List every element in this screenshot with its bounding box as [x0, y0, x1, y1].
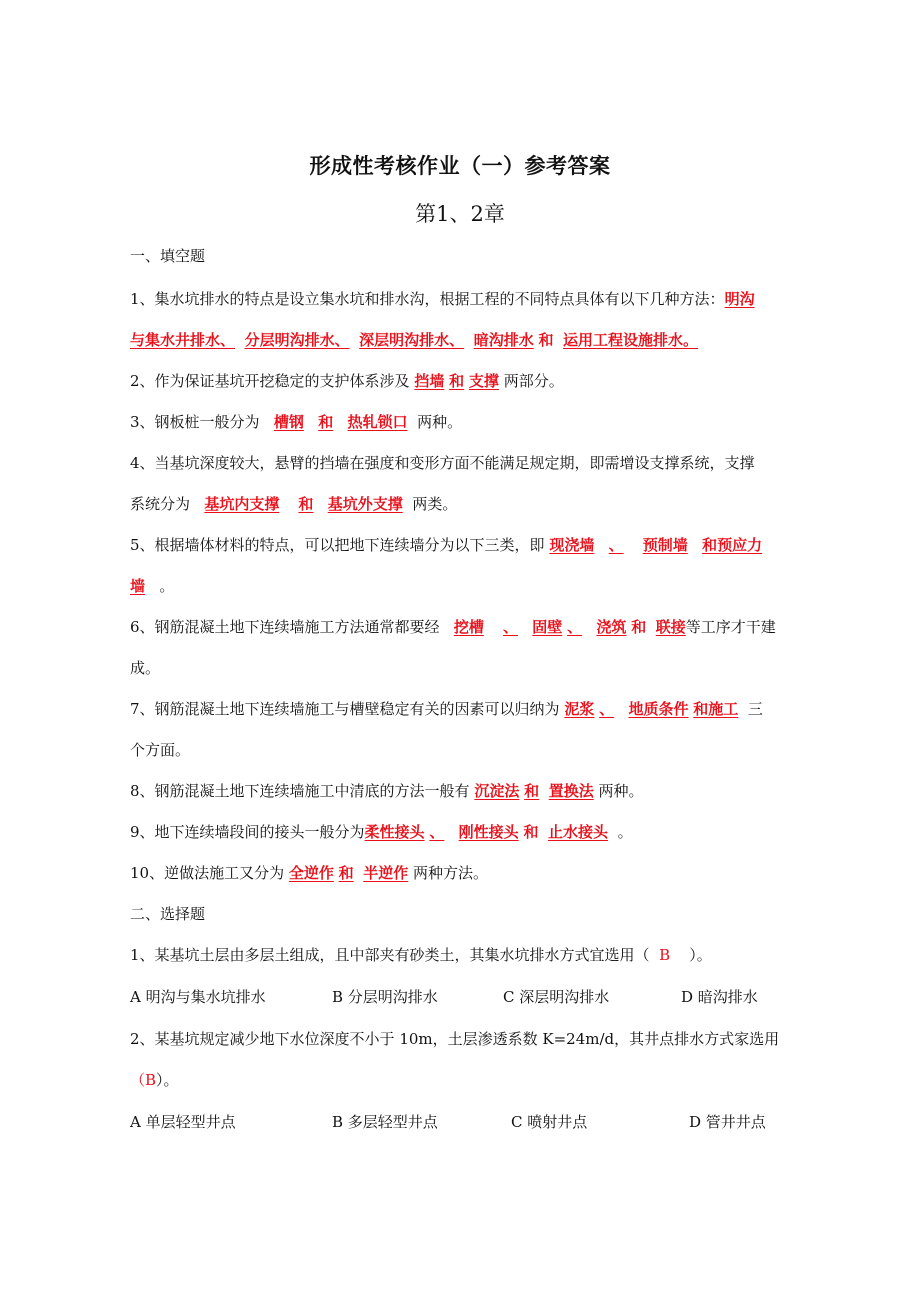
q4-line1: 4、当基坑深度较大，悬臂的挡墙在强度和变形方面不能满足规定期，即需增设支撑系统，支撑: [130, 454, 755, 472]
c2-option-c: C 喷射井点: [511, 1113, 588, 1131]
q7-line2: 个方面。: [130, 741, 191, 759]
chapter-heading: 第1、2章: [415, 202, 505, 226]
c2-option-b: B 多层轻型井点: [332, 1113, 438, 1131]
q5-line1: 5、根据墙体材料的特点，可以把地下连续墙分为以下三类，即 现浇墙 、 预制墙 和预应力: [130, 536, 763, 554]
q8-line: 8、钢筋混凝土地下连续墙施工中清底的方法一般有 沉淀法 和 置换法 两种。: [130, 782, 644, 800]
c2-option-a: A 单层轻型井点: [130, 1113, 236, 1131]
c1-question: 1、某基坑土层由多层土组成，且中部夹有砂类土，其集水坑排水方式宜选用（ B ）。: [130, 946, 712, 964]
fill-section-heading: 一、填空题: [130, 247, 206, 265]
q1-line1: 1、集水坑排水的特点是设立集水坑和排水沟，根据工程的不同特点具体有以下几种方法：明沟: [130, 290, 755, 308]
q3-line: 3、钢板桩一般分为 槽钢 和 热轧锁口 两种。: [130, 413, 463, 431]
c2-option-d: D 管井井点: [689, 1113, 766, 1131]
q10-line: 10、逆做法施工又分为 全逆作 和 半逆作 两种方法。: [130, 864, 489, 882]
c1-option-d: D 暗沟排水: [681, 988, 758, 1006]
q6-line2: 成。: [130, 659, 161, 677]
c1-option-b: B 分层明沟排水: [332, 988, 438, 1006]
q2-line: 2、作为保证基坑开挖稳定的支护体系涉及 挡墙 和 支撑 两部分。: [130, 372, 564, 390]
q1-line2: 与集水井排水、 分层明沟排水、 深层明沟排水、 暗沟排水 和 运用工程设施排水。: [130, 331, 699, 349]
q4-line2: 系统分为 基坑内支撑 和 基坑外支撑 两类。: [130, 495, 458, 513]
q9-line: 9、地下连续墙段间的接头一般分为柔性接头 、 刚性接头 和 止水接头 。: [130, 823, 633, 841]
c2-question-line1: 2、某基坑规定减少地下水位深度不小于 10m，土层渗透系数 K=24m/d，其井点排水方式家选用: [130, 1030, 780, 1048]
c1-option-c: C 深层明沟排水: [503, 988, 610, 1006]
page-title: 形成性考核作业（一）参考答案: [309, 153, 611, 178]
q5-line2: 墙 。: [130, 577, 175, 595]
c2-question-line2: （B）。: [130, 1071, 179, 1089]
c1-option-a: A 明沟与集水坑排水: [130, 988, 266, 1006]
choice-section-heading: 二、选择题: [130, 905, 206, 923]
q7-line1: 7、钢筋混凝土地下连续墙施工与槽壁稳定有关的因素可以归纳为 泥浆 、 地质条件 和施工 三: [130, 700, 763, 718]
q6-line1: 6、钢筋混凝土地下连续墙施工方法通常都要经 挖槽 、 固壁 、 浇筑 和 联接等工序才干建: [130, 618, 776, 636]
